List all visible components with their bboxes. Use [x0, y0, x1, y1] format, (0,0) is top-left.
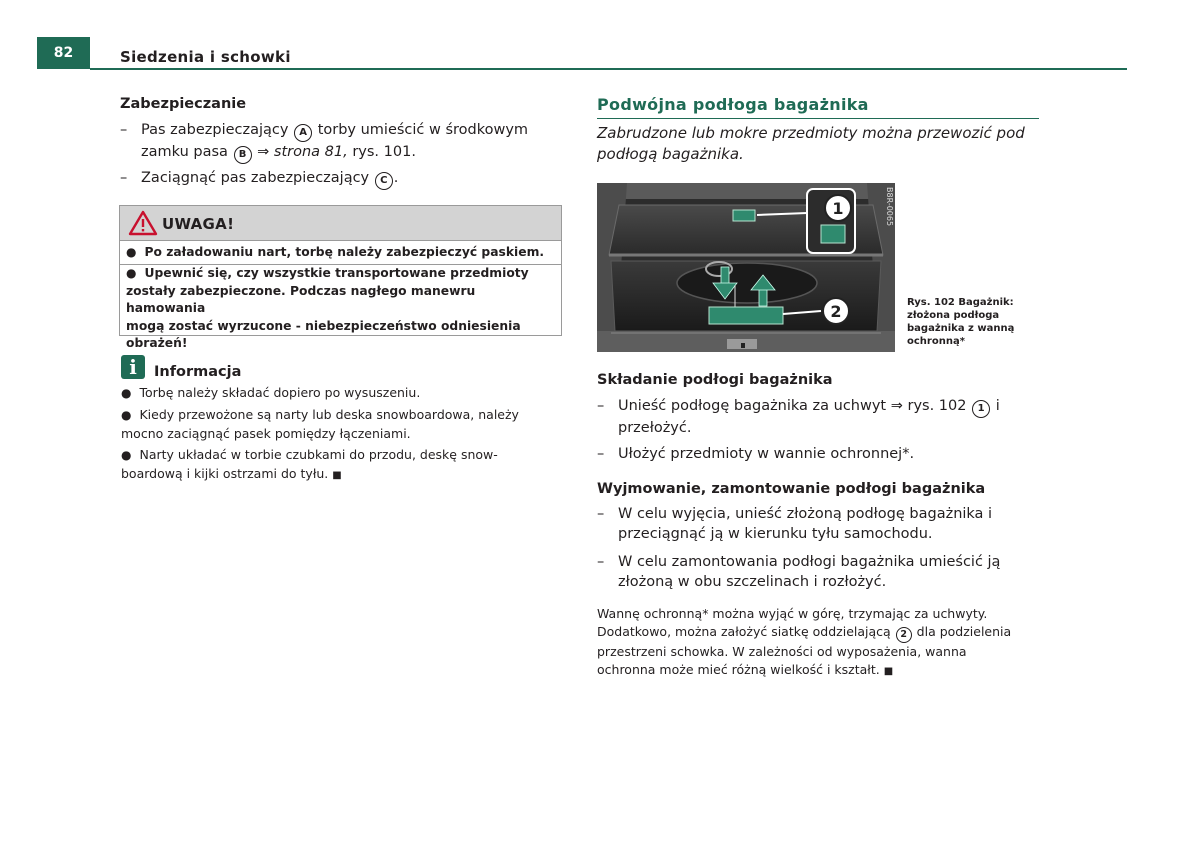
- warning-paragraph: ● Po załadowaniu nart, torbę należy zabezpieczyć paskiem.: [126, 245, 545, 259]
- page-number: 82: [37, 37, 90, 69]
- figure-reference[interactable]: rys. 101.: [352, 144, 416, 160]
- arrow-icon: ⇒: [257, 144, 270, 160]
- warning-paragraph: ● Upewnić się, czy wszystkie transportowane przedmioty zostały zabezpieczone. Podczas nagłego manewru hamowania mogą zostać wyrzucone - niebezpieczeństwo odniesienia obrażeń!: [126, 266, 529, 350]
- figure-caption: Rys. 102 Bagażnik: złożona podłoga bagażnika z wanną ochronną*: [907, 297, 1015, 347]
- dash: –: [120, 122, 128, 138]
- info-paragraph: ● Kiedy przewożone są narty lub deska snowboardowa, należy mocno zaciągnąć pasek pomiędzy łączeniami.: [121, 407, 519, 441]
- callout-b-icon: B: [234, 146, 252, 164]
- dash: –: [597, 398, 605, 414]
- item-text: Pas zabezpieczający: [141, 122, 289, 138]
- zabezpieczanie-heading: Zabezpieczanie: [120, 96, 247, 112]
- dash: –: [597, 506, 605, 522]
- callout-1-icon: 1: [972, 400, 990, 418]
- skladanie-heading: Składanie podłogi bagażnika: [597, 372, 833, 388]
- item-text: zamku pasa: [141, 144, 228, 160]
- closing-paragraph: Wannę ochronną* można wyjąć w górę, trzymając za uchwyty. Dodatkowo, można założyć siatkę oddzielającą 2 dla podzielenia przestrzeni schowka. W zależności od wyposażenia, wanna ochronna może mieć różną wielkość i kształt. ■: [597, 606, 1012, 677]
- callout-a-icon: A: [294, 124, 312, 142]
- list-item-lift-floor: [597, 396, 1042, 436]
- running-head: Siedzenia i schowki: [120, 48, 291, 66]
- callout-1-label: 1: [832, 199, 844, 218]
- section-title: Podwójna podłoga bagażnika: [597, 95, 869, 114]
- dash: –: [120, 170, 128, 186]
- list-item-tighten-strap: [120, 168, 560, 190]
- figure-code: B8R-0065: [885, 187, 894, 227]
- wyjmowanie-heading: Wyjmowanie, zamontowanie podłogi bagażnika: [597, 481, 986, 497]
- warning-triangle-icon: [128, 210, 158, 240]
- callout-2-icon: 2: [896, 627, 912, 643]
- item-text: przeciągnąć ją w kierunku tyłu samochodu.: [618, 526, 933, 542]
- item-text: Ułożyć przedmioty w wannie ochronnej*.: [618, 446, 915, 462]
- header-rule: [90, 68, 1127, 70]
- intro-text: Zabrudzone lub mokre przedmioty można przewozić pod podłogą bagażnika.: [597, 124, 1025, 163]
- list-item-remove-floor: [597, 504, 1042, 544]
- item-text: i: [995, 398, 1000, 414]
- info-icon: i: [121, 355, 145, 379]
- section-rule: [597, 118, 1039, 119]
- list-item-place-items: [597, 444, 1042, 466]
- page-reference[interactable]: strona 81,: [273, 144, 348, 160]
- warning-header: [120, 206, 561, 240]
- info-paragraph: ● Narty układać w torbie czubkami do przodu, deskę snow- boardową i kijki ostrzami do tyłu. ■: [121, 447, 498, 481]
- item-text: W celu zamontowania podłogi bagażnika umieścić ją: [618, 554, 1001, 570]
- end-mark-icon: ■: [883, 666, 894, 677]
- item-text: torby umieścić w środkowym: [317, 122, 529, 138]
- item-text: przełożyć.: [618, 420, 692, 436]
- item-text: Unieść podłogę bagażnika za uchwyt ⇒ rys. 102: [618, 398, 967, 414]
- list-item-install-floor: [597, 552, 1042, 592]
- item-text: Zaciągnąć pas zabezpieczający: [141, 170, 370, 186]
- divider: [120, 240, 561, 241]
- warning-box: [119, 205, 562, 350]
- warning-title: UWAGA!: [162, 215, 235, 233]
- callout-c-icon: C: [375, 172, 393, 190]
- item-text: W celu wyjęcia, unieść złożoną podłogę bagażnika i: [618, 506, 993, 522]
- trunk-figure: [597, 183, 895, 352]
- list-item-secure-strap: [120, 120, 560, 160]
- item-text: złożoną w obu szczelinach i rozłożyć.: [618, 574, 887, 590]
- info-paragraph: ● Torbę należy składać dopiero po wysuszeniu.: [121, 385, 421, 400]
- dash: –: [597, 446, 605, 462]
- callout-2-label: 2: [830, 302, 842, 321]
- period: .: [393, 170, 399, 186]
- info-title: Informacja: [154, 364, 242, 380]
- end-mark-icon: ■: [332, 469, 342, 481]
- dash: –: [597, 554, 605, 570]
